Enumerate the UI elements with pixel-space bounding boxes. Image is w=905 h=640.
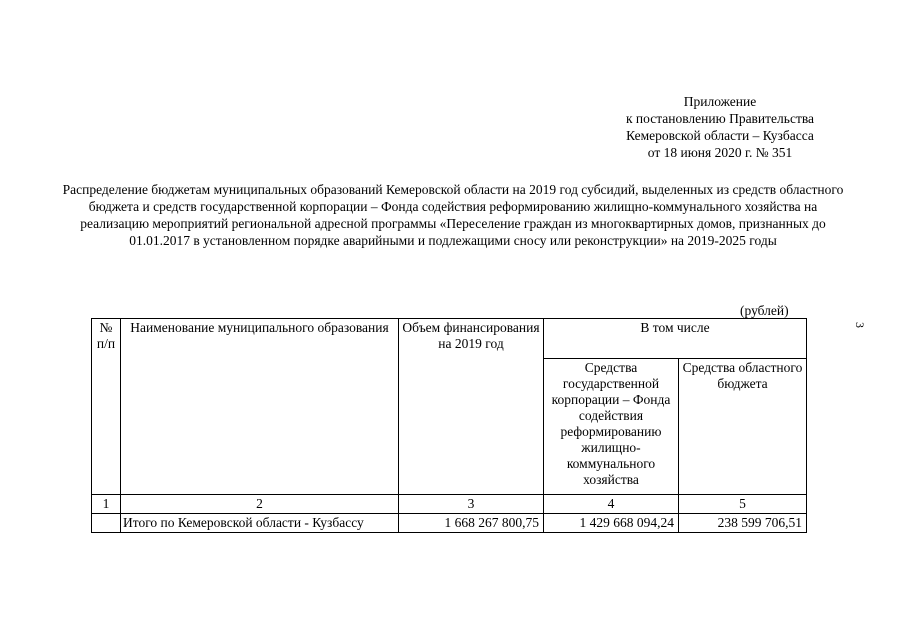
row-regional: 238 599 706,51: [679, 514, 807, 533]
row-num: [92, 514, 121, 533]
header-num: № п/п: [92, 319, 121, 495]
header-total: Объем финансирования на 2019 год: [399, 319, 544, 495]
appendix-block: [600, 93, 840, 161]
funding-table: [91, 318, 807, 533]
row-total: 1 668 267 800,75: [399, 514, 544, 533]
header-fund: Средства государственной корпорации – Фонда содействия реформированию жилищно-коммунального хозяйства: [544, 359, 679, 495]
row-name: Итого по Кемеровской области - Кузбассу: [121, 514, 399, 533]
table-row: [92, 514, 807, 533]
header-including: В том числе: [544, 319, 807, 359]
appendix-line: от 18 июня 2020 г. № 351: [647, 145, 793, 160]
document-title: Распределение бюджетам муниципальных образований Кемеровской области на 2019 год субсидий, выделенных из средств областного бюджета и средств государственной корпорации – Фонда содействия реформированию жилищно-коммунального хозяйства на реализацию мероприятий региональной адресной программы «Переселение граждан из многоквартирных домов, признанных до 01.01.2017 в установленном порядке аварийными и подлежащими сносу или реконструкции» на 2019-2025 годы: [62, 182, 844, 248]
page-number: 3: [853, 322, 867, 328]
column-numbers-row: [92, 495, 807, 514]
appendix-line: к постановлению Правительства: [625, 111, 815, 126]
column-number: 1: [92, 495, 121, 514]
units-label: (рублей): [740, 303, 789, 318]
row-fund: 1 429 668 094,24: [544, 514, 679, 533]
column-number: 5: [679, 495, 807, 514]
column-number: 2: [121, 495, 399, 514]
column-number: 4: [544, 495, 679, 514]
appendix-line: Приложение: [683, 94, 757, 109]
appendix-line: Кемеровской области – Кузбасса: [626, 128, 814, 143]
header-name: Наименование муниципального образования: [121, 319, 399, 495]
column-number: 3: [399, 495, 544, 514]
header-regional: Средства областного бюджета: [679, 359, 807, 495]
